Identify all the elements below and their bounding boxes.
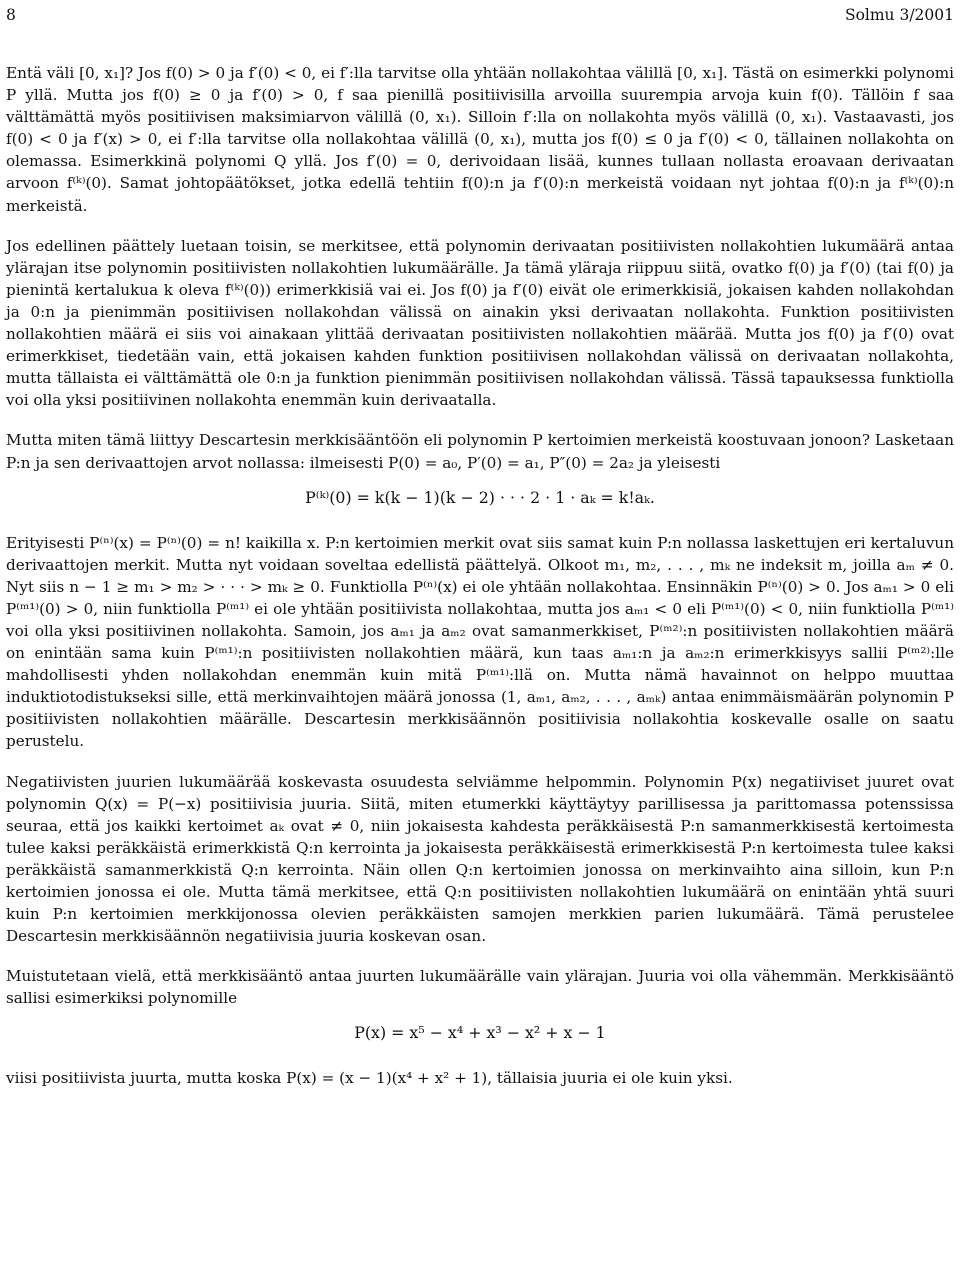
paragraph: Muistutetaan vielä, että merkkisääntö antaa juurten lukumäärälle vain ylärajan. Juuria voi olla vähemmän. Merkkisääntö sallisi esimerkiksi polynomille [6,967,954,1008]
running-head: Solmu 3/2001 [844,6,954,24]
paragraph: Erityisesti P⁽ⁿ⁾(x) = P⁽ⁿ⁾(0) = n! kaikilla x. P:n kertoimien merkit ovat siis samat kuin P:n nollassa laskettujen eri kertaluvun derivaattojen merkit. Mutta nyt voidaan soveltaa edellistä päättelyä. Olkoot m₁, m₂, . . . , mₖ ne indeksit m, joilla aₘ ≠ 0. Nyt siis n − 1 ≥ m₁ > m₂ > · · · > mₖ ≥ 0. Funktiolla P⁽ⁿ⁾(x) ei ole yhtään nollakohtaa. Ensinnäkin P⁽ⁿ⁾(0) > 0. Jos aₘ₁ > 0 eli P⁽ᵐ¹⁾(0) > 0, niin funktiolla P⁽ᵐ¹⁾ ei ole yhtään positiivista nollakohtaa, mutta jos aₘ₁ < 0 eli P⁽ᵐ¹⁾(0) < 0, niin funktiolla P⁽ᵐ¹⁾ voi olla yksi positiivinen nollakohta. Samoin, jos aₘ₁ ja aₘ₂ ovat samanmerkkiset, P⁽ᵐ²⁾:n positiivisten nollakohtien määrä on enintään sama kuin P⁽ᵐ¹⁾:n positiivisten nollakohtien määrä, kun taas aₘ₁:n ja aₘ₂:n erimerkkisyys sallii P⁽ᵐ²⁾:lle mahdollisesti yhden nollakohdan enemmän kuin mitä P⁽ᵐ¹⁾:llä on. Mutta nämä havainnot on helppo muuttaa induktiotodistukseksi sille, että merkinvaihtojen määrä jonossa (1, aₘ₁, aₘ₂, . . . , aₘₖ) antaa enimmäismäärän polynomin P positiivisten nollakohtien määrälle. Descartesin merkkisäännön positiivisia nollakohtia koskevalle osalle on saatu perustelu. [6,533,954,751]
paragraph: Negatiivisten juurien lukumäärää koskevasta osuudesta selviämme helpommin. Polynomin P(x) negatiiviset juuret ovat polynomin Q(x) = P(−x) positiivisia juuria. Siitä, miten etumerkki käyttäytyy parillisessa ja parittomassa potenssissa seuraa, että jos kaikki kertoimet aₖ ovat ≠ 0, niin jokaisesta kahdesta peräkkäisestä P:n samanmerkkisestä kertoimesta tulee kaksi peräkkäistä erimerkkistä Q:n kerrointa ja jokaisesta peräkkäisestä erimerkkisestä P:n kertoimesta tulee kaksi peräkkäistä samanmerkkistä Q:n kerrointa. Näin ollen Q:n kertoimien jonossa on merkinvaihto aina silloin, kun P:n kertoimien jonossa ei ole. Mutta tämä merkitsee, että Q:n positiivisten nollakohtien lukumäärä on enintään yhtä suuri kuin P:n kertoimien merkkijonossa olevien peräkkäisten samojen merkkien parien lukumäärä. Tämä perustelee Descartesin merkkisäännön negatiivisia juuria koskevan osan. [6,772,954,946]
paragraph: Mutta miten tämä liittyy Descartesin merkkisääntöön eli polynomin P kertoimien merkeistä koostuvaan jonoon? Lasketaan P:n ja sen derivaattojen arvot nollassa: ilmeisesti P(0) = a₀, P′(0) = a₁, P″(0) = 2a₂ ja yleisesti [6,431,954,472]
paragraph: Jos edellinen päättely luetaan toisin, se merkitsee, että polynomin derivaatan positiivisten nollakohtien lukumäärä antaa ylärajan itse polynomin positiivisten nollakohtien lukumäärälle. Ja tämä yläraja riippuu siitä, ovatko f(0) ja f′(0) (tai f(0) ja pienintä kertalukua k oleva f⁽ᵏ⁾(0)) erimerkkisiä vai ei. Jos f(0) ja f′(0) eivät ole erimerkkisiä, jokaisen kahden nollakohdan ja 0:n ja pienimmän positiivisen nollakohdan välissä on ainakin yksi derivaatan nollakohta. Funktion positiivisten nollakohtien määrä ei siis voi ainakaan ylittää derivaatan positiivisten nollakohtien määrää. Mutta jos f(0) ja f′(0) ovat erimerkkiset, tiedetään vain, että jokaisen kahden funktion positiivisen nollakohdan välissä on derivaatan nollakohta, mutta tällaista ei välttämättä ole 0:n ja funktion pienimmän positiivisen nollakohdan välissä. Tässä tapauksessa funktiolla voi olla yksi positiivinen nollakohta enemmän kuin derivaatalla. [6,236,954,410]
page-number: 8 [6,6,16,24]
page-header [6,4,954,26]
example-polynomial-equation: P(x) = x⁵ − x⁴ + x³ − x² + x − 1 [354,1023,606,1043]
derivative-equation: P⁽ᵏ⁾(0) = k(k − 1)(k − 2) · · · 2 · 1 · aₖ = k!aₖ. [305,487,655,507]
article-body [6,62,954,1108]
paragraph: Entä väli [0, x₁]? Jos f(0) > 0 ja f′(0) < 0, ei f′:lla tarvitse olla yhtään nollakohtaa välillä [0, x₁]. Tästä on esimerkki polynomi P yllä. Mutta jos f(0) ≥ 0 ja f′(0) > 0, f saa pienillä positiivisilla arvoilla suurempia arvoja kuin f(0). Tällöin f saa välttämättä myös positiivisen maksimiarvon välillä (0, x₁). Silloin f′:lla on nollakohta myös välillä (0, x₁). Vastaavasti, jos f(0) < 0 ja f′(x) > 0, ei f′:lla tarvitse olla nollakohtaa välillä (0, x₁), mutta jos f(0) ≤ 0 ja f′(0) < 0, tällainen nollakohta on olemassa. Esimerkkinä polynomi Q yllä. Jos f′(0) = 0, derivoidaan lisää, kunnes tullaan nollasta eroavaan derivaatan arvoon f⁽ᵏ⁾(0). Samat johtopäätökset, jotka edellä tehtiin f(0):n ja f′(0):n merkeistä voidaan nyt johtaa f(0):n ja f⁽ᵏ⁾(0):n merkeistä. [6,64,954,215]
paragraph: viisi positiivista juurta, mutta koska P(x) = (x − 1)(x⁴ + x² + 1), tällaisia juuria ei ole kuin yksi. [6,1069,733,1088]
